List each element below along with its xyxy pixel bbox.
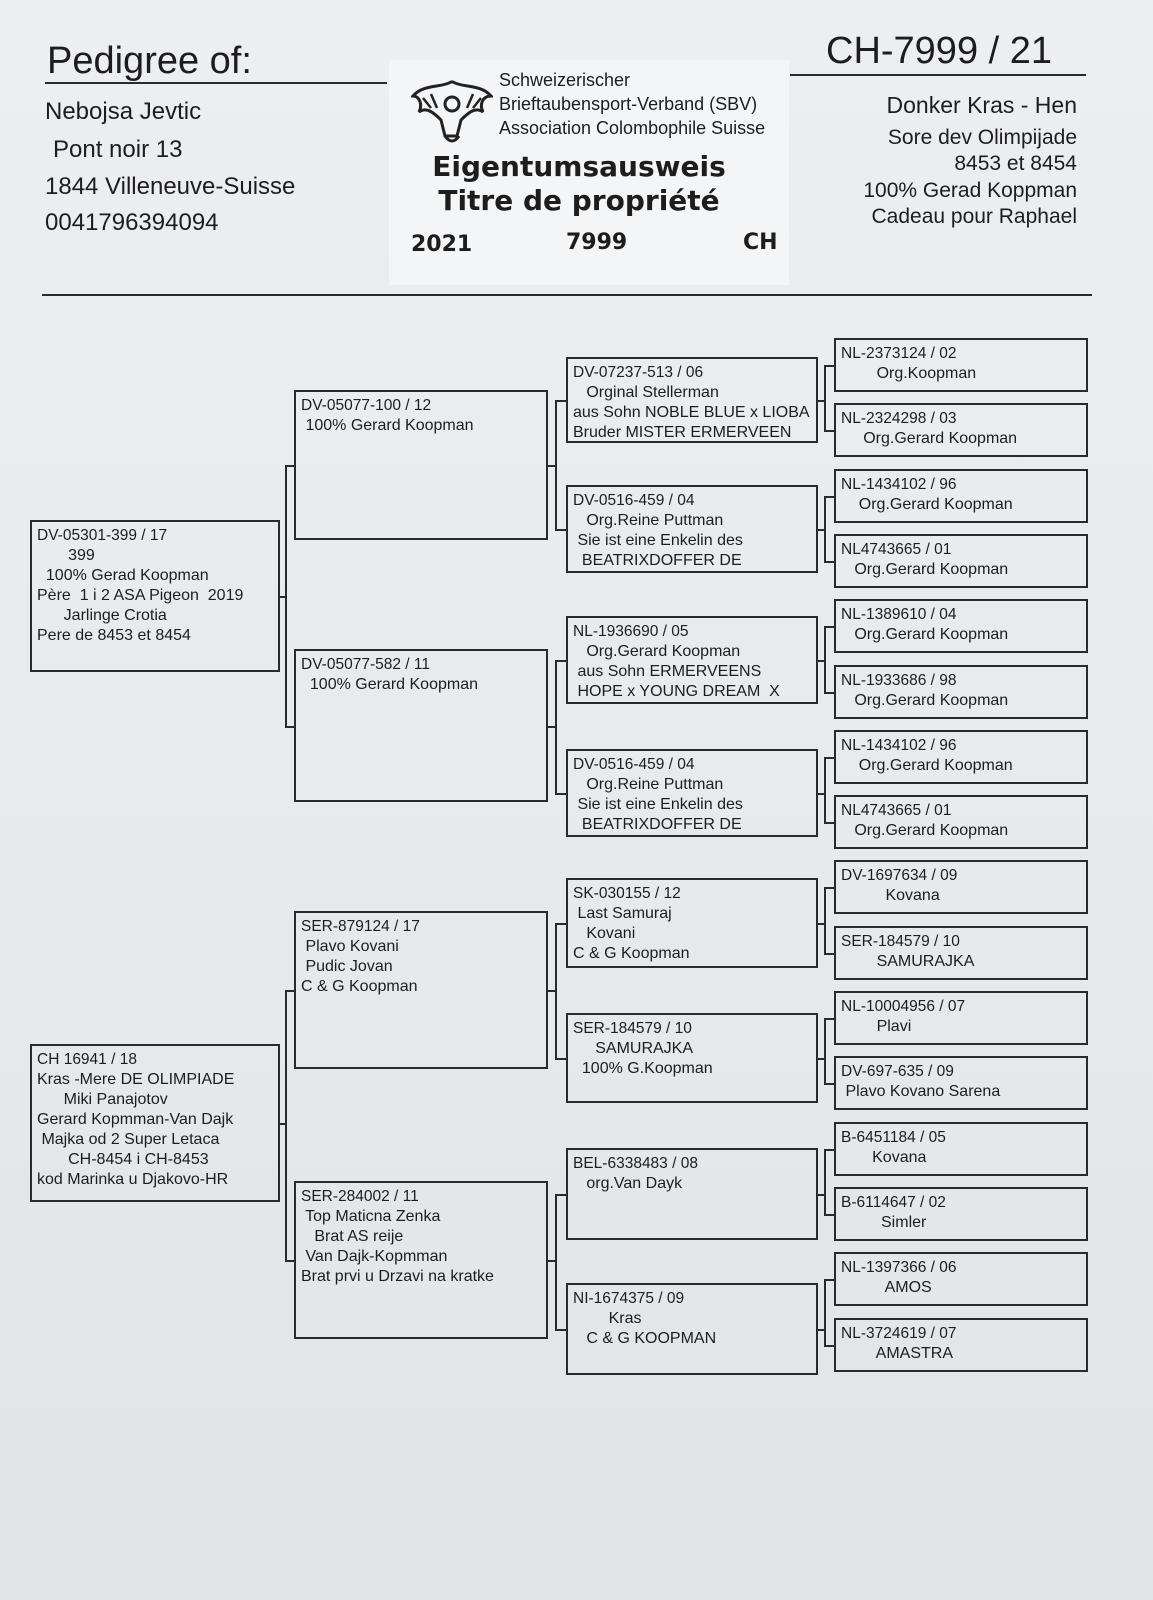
owner-street: Pont noir 13	[53, 136, 183, 163]
pedigree-line: CH-8454 i CH-8453	[37, 1151, 209, 1168]
connector-line	[285, 1260, 294, 1262]
ring-code: DV-05077-100 / 12	[301, 397, 432, 414]
pedigree-line: Brat prvi u Drzavi na kratke	[301, 1268, 494, 1285]
pedigree-line: Bruder MISTER ERMERVEEN	[573, 424, 792, 441]
connector-line	[285, 465, 287, 728]
ring-code: SER-184579 / 10	[841, 932, 960, 950]
great-great-grandparent-box	[834, 926, 1088, 980]
pedigree-line: Org.Gerard Koopman	[841, 430, 1018, 448]
bird-name: Donker Kras - Hen	[886, 92, 1077, 118]
pedigree-line: Sie ist eine Enkelin des	[573, 532, 743, 549]
ring-code: NI-1674375 / 09	[573, 1290, 685, 1307]
grandparent-box	[294, 390, 548, 540]
pedigree-line: HOPE x YOUNG DREAM X	[573, 683, 780, 700]
ring-code: NL-1933686 / 98	[841, 671, 957, 689]
document-title-fr: Titre de propriété	[438, 184, 720, 217]
ring-code: DV-1697634 / 09	[841, 867, 958, 885]
pedigree-line: Kras -Mere DE OLIMPIADE	[37, 1071, 235, 1088]
connector-line	[824, 1149, 834, 1151]
great-great-grandparent-box	[834, 534, 1088, 588]
connector-line	[285, 465, 294, 467]
certificate-number: 7999	[566, 230, 628, 255]
connector-line	[824, 1279, 834, 1281]
connector-line	[285, 990, 287, 1262]
pedigree-line: Plavo Kovano Sarena	[841, 1083, 1001, 1101]
ring-code: DV-05077-582 / 11	[301, 656, 430, 673]
connector-line	[824, 887, 834, 889]
connector-line	[555, 923, 557, 1060]
ring-code: SK-030155 / 12	[573, 885, 681, 902]
federation-line2: Brieftaubensport-Verband (SBV)	[499, 94, 758, 114]
connector-line	[555, 1329, 566, 1331]
great-great-grandparent-box	[834, 1056, 1088, 1110]
great-great-grandparent-box	[834, 1318, 1088, 1372]
connector-line	[555, 793, 566, 795]
connector-line	[824, 496, 834, 498]
pedigree-line: Kovana	[841, 1148, 927, 1166]
connector-line	[285, 990, 294, 992]
connector-line	[555, 660, 557, 795]
document-title-de: Eigentumsausweis	[432, 150, 726, 183]
pedigree-line: C & G KOOPMAN	[573, 1330, 717, 1347]
connector-line	[555, 400, 566, 402]
pedigree-line: SAMURAJKA	[573, 1040, 694, 1057]
pedigree-line: AMOS	[841, 1279, 932, 1297]
great-great-grandparent-box	[834, 599, 1088, 653]
pedigree-line: Org.Gerard Koopman	[573, 643, 741, 660]
pedigree-line: Org.Koopman	[841, 365, 977, 382]
connector-line	[824, 365, 826, 432]
pedigree-line: Pudic Jovan	[301, 958, 393, 975]
ring-code: BEL-6338483 / 08	[573, 1155, 698, 1172]
connector-line	[824, 365, 834, 367]
pedigree-line: Brat AS reije	[301, 1228, 404, 1245]
pedigree-line: 100% Gerard Koopman	[301, 417, 474, 434]
pedigree-line: aus Sohn NOBLE BLUE x LIOBA	[573, 404, 810, 421]
great-great-grandparent-box	[834, 403, 1088, 457]
great-great-grandparent-box	[834, 338, 1088, 392]
great-grandparent-box	[566, 878, 818, 968]
pedigree-line: Miki Panajotov	[37, 1091, 168, 1108]
ring-code: DV-0516-459 / 04	[573, 492, 695, 509]
pedigree-line: Sie ist eine Enkelin des	[573, 796, 743, 813]
connector-line	[824, 1149, 826, 1216]
connector-line	[824, 1279, 826, 1346]
connector-line	[824, 430, 834, 432]
great-great-grandparent-box	[834, 469, 1088, 523]
ring-code: SER-879124 / 17	[301, 918, 420, 935]
grandparent-box	[294, 1181, 548, 1339]
pedigree-line: Gerard Kopmman-Van Dajk	[37, 1111, 234, 1128]
pedigree-line: 100% Gerad Koopman	[37, 567, 209, 584]
bird-info-line1: Sore dev Olimpijade	[887, 126, 1077, 149]
connector-line	[824, 1018, 834, 1020]
pedigree-line: Org.Reine Puttman	[573, 776, 724, 793]
great-grandparent-box	[566, 1148, 818, 1240]
great-grandparent-box	[566, 357, 818, 443]
pedigree-line: Plavi	[841, 1018, 912, 1035]
pedigree-line: C & G Koopman	[573, 945, 690, 962]
title-rule	[45, 82, 387, 84]
parent-box-sire	[30, 520, 280, 672]
pedigree-line: Kovani	[573, 925, 636, 942]
ring-code: NL-1434102 / 96	[841, 475, 957, 493]
ring-code: NL-1397366 / 06	[841, 1259, 957, 1277]
grandparent-box	[294, 649, 548, 802]
pedigree-line: 100% G.Koopman	[573, 1060, 713, 1077]
connector-line	[824, 626, 834, 628]
great-grandparent-box	[566, 616, 818, 704]
connector-line	[555, 1194, 566, 1196]
pedigree-line: SAMURAJKA	[841, 952, 975, 970]
connector-line	[824, 953, 834, 955]
ring-code: NL-10004956 / 07	[841, 998, 966, 1015]
owner-name: Nebojsa Jevtic	[45, 98, 202, 125]
grandparent-box	[294, 911, 548, 1069]
pedigree-line: Org.Gerard Koopman	[841, 756, 1013, 774]
pedigree-line: Majka od 2 Super Letaca	[37, 1131, 220, 1148]
owner-city: 1844 Villeneuve-Suisse	[45, 173, 296, 200]
pedigree-line: Père 1 i 2 ASA Pigeon 2019	[37, 587, 244, 604]
ring-code: B-6451184 / 05	[841, 1128, 946, 1146]
connector-line	[824, 626, 826, 693]
federation-line1: Schweizerischer	[499, 70, 631, 90]
connector-line	[555, 400, 557, 531]
great-grandparent-box	[566, 1013, 818, 1103]
connector-line	[285, 726, 294, 728]
pedigree-line: Org.Gerard Koopman	[841, 626, 1009, 644]
ring-code: DV-07237-513 / 06	[573, 364, 704, 381]
connector-line	[824, 1345, 834, 1347]
great-great-grandparent-box	[834, 1252, 1088, 1306]
ring-code: NL4743665 / 01	[841, 802, 952, 820]
pedigree-line: BEATRIXDOFFER DE	[573, 816, 742, 833]
connector-line	[824, 1018, 826, 1085]
connector-line	[824, 887, 826, 954]
connector-line	[555, 660, 566, 662]
certificate-year: 2021	[411, 232, 473, 257]
ring-code: SER-284002 / 11	[301, 1188, 419, 1205]
pedigree-line: kod Marinka u Djakovo-HR	[37, 1171, 229, 1188]
ring-code: DV-0516-459 / 04	[573, 756, 695, 773]
ring-code: NL-2373124 / 02	[841, 345, 957, 362]
connector-line	[824, 1214, 834, 1216]
ring-code: NL-1434102 / 96	[841, 736, 957, 754]
pedigree-line: org.Van Dayk	[573, 1175, 683, 1192]
connector-line	[555, 923, 566, 925]
connector-line	[555, 1194, 557, 1331]
great-great-grandparent-box	[834, 1122, 1088, 1176]
pedigree-line: Simler	[841, 1213, 927, 1231]
great-great-grandparent-box	[834, 991, 1088, 1045]
great-great-grandparent-box	[834, 860, 1088, 914]
pedigree-line: Org.Gerard Koopman	[841, 495, 1013, 513]
certificate-country: CH	[743, 230, 778, 255]
page-title: Pedigree of:	[47, 40, 252, 82]
pedigree-line: Kras	[573, 1310, 642, 1327]
ring-code: NL-3724619 / 07	[841, 1324, 957, 1342]
pedigree-line: 100% Gerard Koopman	[301, 676, 478, 693]
connector-line	[824, 757, 826, 824]
owner-phone: 0041796394094	[45, 209, 219, 236]
header-divider	[42, 294, 1092, 296]
ring-code: NL-1936690 / 05	[573, 623, 689, 640]
bird-info-line2: 8453 et 8454	[954, 152, 1077, 175]
connector-line	[824, 496, 826, 563]
connector-line	[555, 1058, 566, 1060]
federation-line3: Association Colombophile Suisse	[499, 118, 766, 138]
ring-code: CH 16941 / 18	[37, 1051, 137, 1068]
ring-code: DV-697-635 / 09	[841, 1063, 954, 1081]
pedigree-line: aus Sohn ERMERVEENS	[573, 663, 762, 680]
pedigree-line: 399	[37, 547, 95, 564]
connector-line	[824, 1083, 834, 1085]
pedigree-line: BEATRIXDOFFER DE	[573, 552, 742, 569]
pedigree-line: Jarlinge Crotia	[37, 607, 167, 624]
ring-number: CH-7999 / 21	[826, 30, 1053, 72]
pedigree-line: Plavo Kovani	[301, 938, 399, 955]
connector-line	[555, 529, 566, 531]
pedigree-line: Org.Gerard Koopman	[841, 560, 1009, 578]
great-great-grandparent-box	[834, 730, 1088, 784]
pigeon-emblem-icon	[411, 74, 493, 146]
ring-code: SER-184579 / 10	[573, 1020, 692, 1037]
connector-line	[824, 692, 834, 694]
ring-code: B-6114647 / 02	[841, 1193, 946, 1211]
pedigree-line: Top Maticna Zenka	[301, 1208, 441, 1225]
bird-info-line3: 100% Gerad Koppman	[863, 179, 1077, 202]
connector-line	[824, 561, 834, 563]
great-great-grandparent-box	[834, 665, 1088, 719]
federation-card	[389, 60, 789, 285]
great-great-grandparent-box	[834, 795, 1088, 849]
ring-code: NL-2324298 / 03	[841, 410, 957, 428]
great-grandparent-box	[566, 749, 818, 837]
great-great-grandparent-box	[834, 1187, 1088, 1241]
pedigree-line: Org.Gerard Koopman	[841, 822, 1009, 840]
ring-code: DV-05301-399 / 17	[37, 527, 168, 544]
great-grandparent-box	[566, 485, 818, 573]
pedigree-line: Org.Reine Puttman	[573, 512, 724, 529]
bird-info-line4: Cadeau pour Raphael	[871, 205, 1077, 228]
pedigree-line: Org.Gerard Koopman	[841, 691, 1009, 709]
pedigree-line: Last Samuraj	[573, 905, 672, 922]
great-grandparent-box	[566, 1283, 818, 1375]
pedigree-line: C & G Koopman	[301, 978, 418, 995]
ring-code: NL4743665 / 01	[841, 540, 952, 558]
pedigree-line: Pere de 8453 et 8454	[37, 627, 191, 644]
ring-rule	[790, 74, 1086, 76]
parent-box-dam	[30, 1044, 280, 1202]
pedigree-line: Orginal Stellerman	[573, 384, 719, 401]
pedigree-line: AMASTRA	[841, 1344, 954, 1362]
connector-line	[824, 822, 834, 824]
connector-line	[824, 757, 834, 759]
ring-code: NL-1389610 / 04	[841, 606, 957, 624]
pedigree-line: Van Dajk-Kopmman	[301, 1248, 448, 1265]
pedigree-line: Kovana	[841, 887, 940, 905]
